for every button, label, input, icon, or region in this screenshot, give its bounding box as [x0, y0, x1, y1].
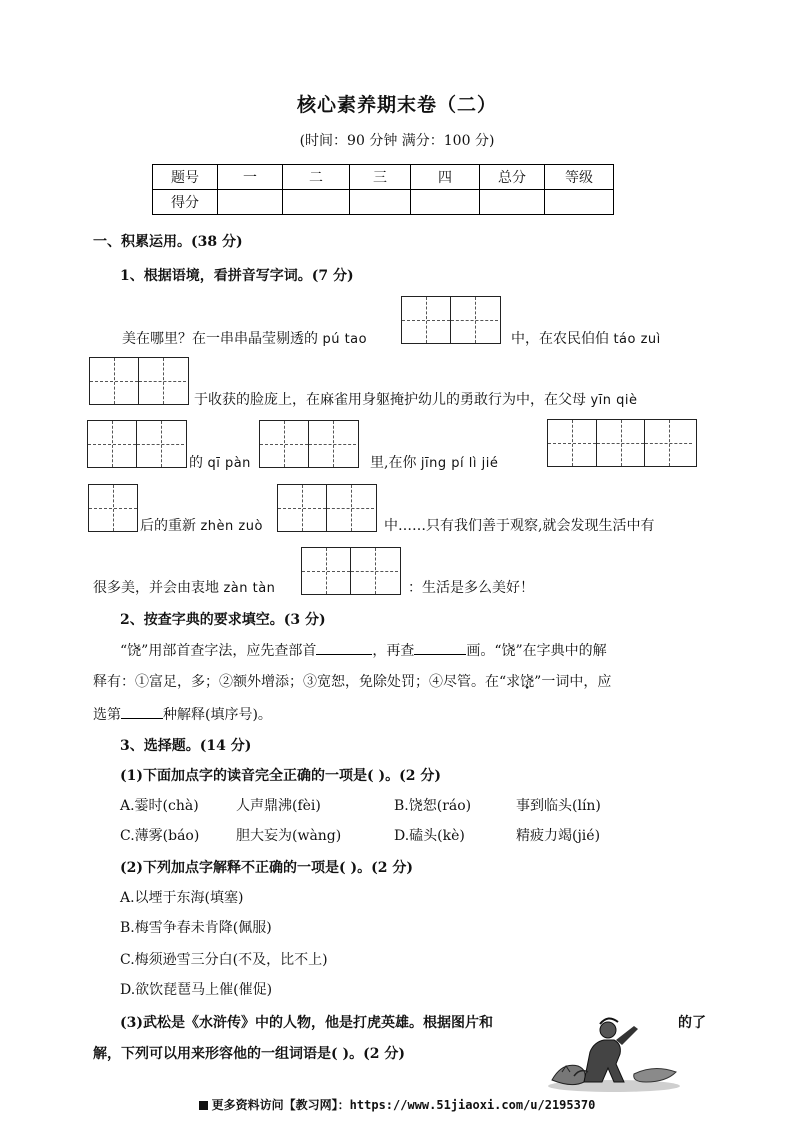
- q2-line-3: [93, 704, 272, 725]
- answer-grid-putao[interactable]: [401, 296, 501, 344]
- q2-line-2: [93, 672, 611, 692]
- score-header-cell: 等级: [545, 165, 614, 190]
- score-header-cell: 三: [350, 165, 411, 190]
- score-cell[interactable]: [350, 190, 411, 215]
- score-cell[interactable]: [545, 190, 614, 215]
- pinyin-zhenzuo: zhèn zuò: [200, 519, 263, 534]
- answer-grid-zhenzuo[interactable]: [277, 484, 377, 532]
- answer-grid-jingpilijie[interactable]: [547, 419, 697, 467]
- option-1d-word1[interactable]: D.磕头(kè): [394, 828, 465, 844]
- q1-line-5-b: ：生活是多么美好！: [408, 580, 534, 596]
- q2-text: ”一词中，应: [534, 674, 612, 690]
- footer-link[interactable]: [0, 1096, 794, 1113]
- q1-text: 于收获的脸庞上，在麻雀用身躯掩护幼儿的勇敢行为中，在父母: [194, 392, 591, 408]
- score-cell[interactable]: [411, 190, 480, 215]
- q2-heading: 2、按查字典的要求填空。(3 分): [120, 612, 326, 628]
- option-1d-word2: 精疲力竭(jié): [516, 828, 601, 844]
- score-table: [152, 164, 614, 215]
- q3-heading: 3、选择题。(14 分): [120, 738, 252, 754]
- q1-text: 很多美，并会由衷地: [93, 580, 224, 596]
- q1-text: 的: [189, 455, 208, 471]
- q2-text: “饶”用部首查字法，应先查部首: [120, 643, 317, 659]
- score-row-label: 得分: [153, 190, 218, 215]
- q1-heading: 1、根据语境，看拼音写字词。(7 分): [120, 268, 354, 284]
- option-1b-word2: 事到临头(lín): [516, 798, 601, 814]
- q1-line-5-a: [93, 578, 275, 599]
- option-1c-word1[interactable]: C.薄雾(báo): [120, 828, 200, 844]
- answer-grid-taozui[interactable]: [89, 357, 189, 405]
- q3-sub-3-line-2: 解，下列可以用来形容他的一组词语是( )。(2 分): [93, 1046, 405, 1062]
- score-header-cell: 一: [218, 165, 283, 190]
- q2-text: 种解释(填序号)。: [163, 707, 272, 723]
- option-1b-word1[interactable]: B.饶恕(ráo): [394, 798, 472, 814]
- q3-sub-3-line-1-end: 的了: [678, 1015, 706, 1031]
- q1-line-4-a: [140, 516, 263, 537]
- q2-line-1: [120, 640, 607, 661]
- q3-sub-3-line-1: (3)武松是《水浒传》中的人物，他是打虎英雄。根据图片和: [120, 1015, 493, 1031]
- option-1a-word2: 人声鼎沸(fèi): [236, 798, 321, 814]
- q1-line-3-b: [370, 453, 498, 474]
- q3-sub-2: (2)下列加点字解释不正确的一项是( )。(2 分): [120, 860, 413, 876]
- q2-text: 选第: [93, 707, 121, 723]
- answer-blank-meaning[interactable]: [121, 704, 163, 719]
- option-1c-word2: 胆大妄为(wàng): [236, 828, 342, 844]
- q1-text: 美在哪里？在一串串晶莹剔透的: [122, 331, 323, 347]
- footer-text: 更多资料访问【教习网】：https://www.51jiaoxi.com/u/2195370: [211, 1098, 596, 1112]
- score-table-score-row: [153, 190, 614, 215]
- wusong-fighting-tiger-illustration: [544, 1010, 684, 1094]
- answer-blank-radical[interactable]: [316, 640, 372, 655]
- q2-text: 释有：①富足，多；②额外增添；③宽恕，免除处罚；④尽管。在“求: [93, 674, 521, 690]
- option-2b[interactable]: B.梅雪争春未肯降(佩服): [120, 920, 272, 936]
- score-cell[interactable]: [218, 190, 283, 215]
- pinyin-yinqie: yīn qiè: [590, 393, 638, 408]
- pinyin-taozui: táo zuì: [613, 332, 661, 347]
- option-2d[interactable]: D.欲饮琵琶马上催(催促): [120, 982, 273, 998]
- answer-grid-zantan[interactable]: [301, 547, 401, 595]
- pinyin-jingpilijie: jīng pí lì jié: [420, 456, 499, 471]
- q1-line-1: [122, 329, 367, 350]
- answer-blank-strokes[interactable]: [414, 640, 466, 655]
- q3-sub-1: (1)下面加点字的读音完全正确的一项是( )。(2 分): [120, 768, 441, 784]
- score-cell[interactable]: [283, 190, 350, 215]
- q1-line-1-end: [511, 329, 661, 350]
- pinyin-qipan: qī pàn: [207, 456, 251, 471]
- q2-text: ，再查: [372, 643, 415, 659]
- q1-line-3-a: [189, 453, 251, 474]
- pinyin-putao: pú tao: [322, 332, 368, 347]
- page-title: 核心素养期末卷（二）: [296, 94, 497, 116]
- score-cell[interactable]: [480, 190, 545, 215]
- q1-line-2: [194, 390, 638, 411]
- q1-text: 后的重新: [140, 518, 201, 534]
- answer-grid-yinqie[interactable]: [87, 420, 187, 468]
- answer-grid-extra[interactable]: [88, 484, 138, 532]
- q1-text: 中，在农民伯伯: [511, 331, 614, 347]
- q1-text: 里,在你: [370, 455, 421, 471]
- exam-time-score: (时间：90 分钟 满分：100 分): [299, 133, 495, 149]
- score-table-header-row: [153, 165, 614, 190]
- option-2c[interactable]: C.梅须逊雪三分白(不及，比不上): [120, 952, 328, 968]
- dotted-char: 饶: [520, 674, 535, 690]
- score-header-cell: 二: [283, 165, 350, 190]
- score-header-cell: 总分: [480, 165, 545, 190]
- option-1a-word1[interactable]: A.霎时(chà): [120, 798, 199, 814]
- answer-grid-qipan[interactable]: [259, 420, 359, 468]
- score-header-cell: 四: [411, 165, 480, 190]
- q1-line-4-b: 中……只有我们善于观察,就会发现生活中有: [384, 518, 655, 534]
- flag-icon: [199, 1101, 208, 1110]
- score-header-cell: 题号: [153, 165, 218, 190]
- section-1-heading: 一、积累运用。(38 分): [93, 234, 243, 250]
- option-2a[interactable]: A.以堙于东海(填塞): [120, 890, 244, 906]
- q2-text: 画。“饶”在字典中的解: [466, 643, 607, 659]
- pinyin-zantan: zàn tàn: [223, 581, 276, 596]
